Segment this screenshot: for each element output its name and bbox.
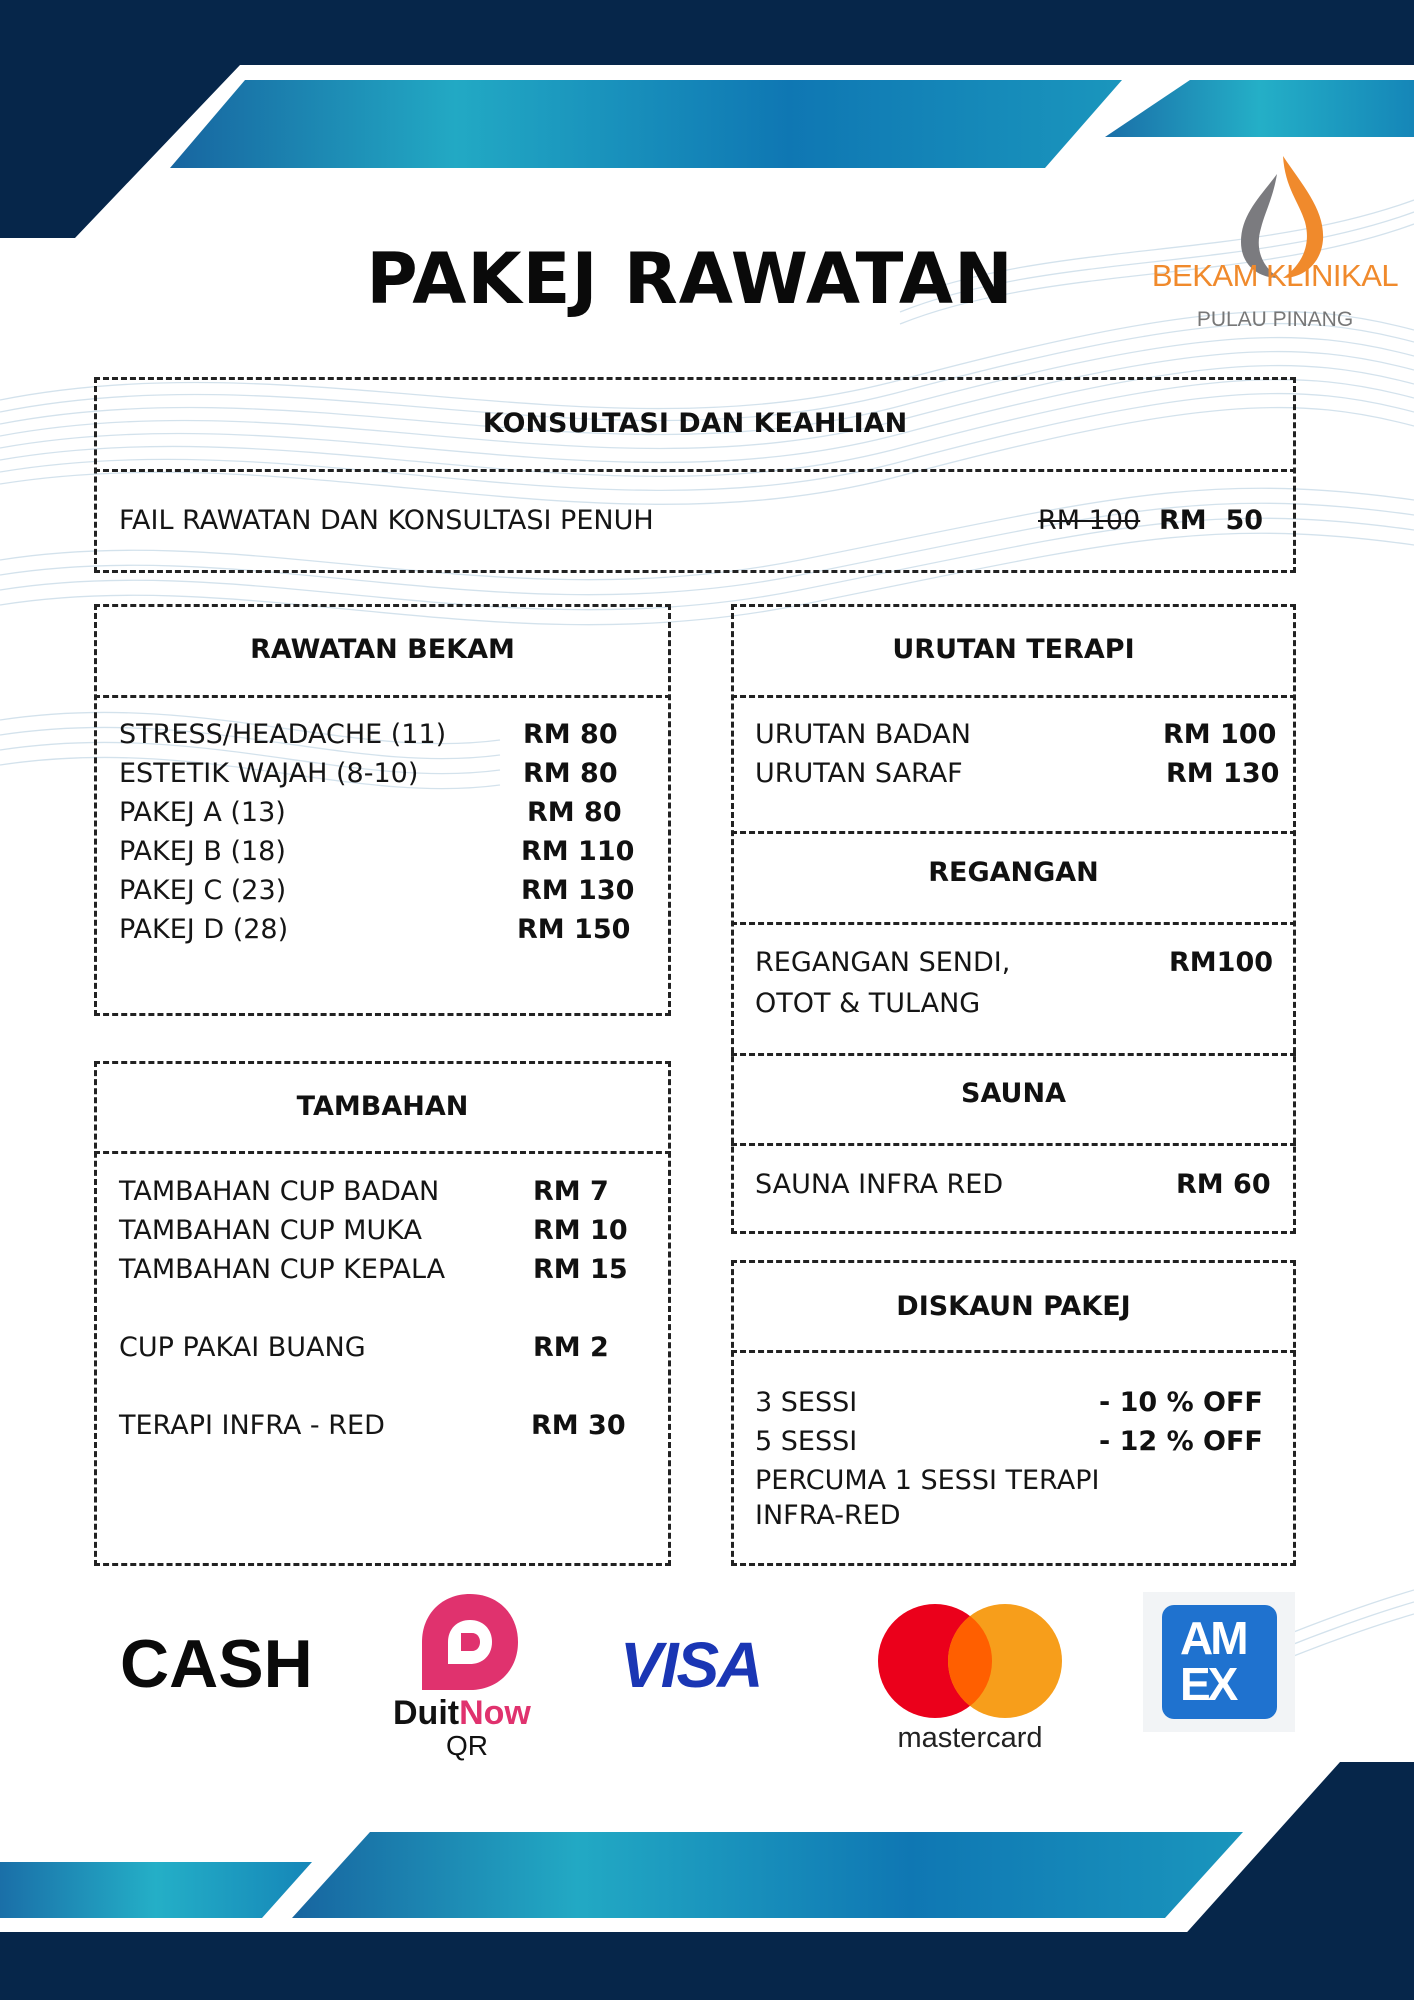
top-gradient-strip-right <box>1105 80 1414 137</box>
list-item-price: RM 15 <box>533 1254 628 1285</box>
tambahan-box <box>94 1061 671 1566</box>
duitnow-qr: QR <box>446 1730 488 1761</box>
mastercard-label: mastercard <box>897 1722 1043 1754</box>
regangan-top-divider <box>731 831 1296 834</box>
duitnow-label <box>393 1694 531 1733</box>
bottom-gradient-strip <box>292 1832 1243 1918</box>
list-item-label: PAKEJ A (13) <box>119 797 286 828</box>
amex-text-1: AM <box>1180 1612 1246 1664</box>
diskaun-title: DISKAUN PAKEJ <box>896 1291 1131 1322</box>
list-item-label: ESTETIK WAJAH (8-10) <box>119 758 419 789</box>
tambahan-title: TAMBAHAN <box>296 1091 469 1122</box>
urutan-title: URUTAN TERAPI <box>892 634 1135 665</box>
konsultasi-divider <box>94 469 1296 472</box>
list-item-label: TERAPI INFRA - RED <box>119 1410 385 1441</box>
list-item-price: RM 150 <box>517 914 631 945</box>
bottom-gradient-strip-left <box>0 1862 312 1918</box>
right-column-box <box>731 604 1296 1234</box>
regangan-title: REGANGAN <box>928 857 1099 888</box>
urutan-divider <box>731 695 1296 698</box>
regangan-item-line2: OTOT & TULANG <box>755 988 981 1019</box>
list-item-label: PAKEJ C (23) <box>119 875 287 906</box>
tambahan-divider <box>94 1151 671 1154</box>
amex-text-2: EX <box>1180 1658 1236 1710</box>
list-item-price: RM 130 <box>1166 758 1280 789</box>
list-item-label: PAKEJ B (18) <box>119 836 286 867</box>
list-item-price: RM 110 <box>521 836 635 867</box>
regangan-item-line1: REGANGAN SENDI, <box>755 947 1011 978</box>
list-item-label: 3 SESSI <box>755 1387 858 1418</box>
sauna-divider <box>731 1143 1296 1146</box>
list-item-label: STRESS/HEADACHE (11) <box>119 719 447 750</box>
amex-card <box>1143 1592 1295 1732</box>
list-item-price: RM 80 <box>523 719 618 750</box>
list-item-label: CUP PAKAI BUANG <box>119 1332 366 1363</box>
konsultasi-old-price: RM 100 <box>1038 505 1141 536</box>
list-item-price: RM 10 <box>533 1215 628 1246</box>
list-item-price: RM 2 <box>533 1332 609 1363</box>
visa-logo: VISA <box>620 1629 762 1701</box>
konsultasi-price: RM 50 <box>1159 505 1264 536</box>
sauna-price: RM 60 <box>1176 1169 1271 1200</box>
list-item-price: RM 80 <box>527 797 622 828</box>
sauna-title: SAUNA <box>961 1078 1066 1109</box>
list-item-price: RM 30 <box>531 1410 626 1441</box>
list-item-label: TAMBAHAN CUP BADAN <box>119 1176 440 1207</box>
list-item-label: URUTAN SARAF <box>755 758 963 789</box>
regangan-divider <box>731 922 1296 925</box>
regangan-price: RM100 <box>1169 947 1274 978</box>
konsultasi-box <box>94 377 1296 573</box>
bottom-navy-band <box>0 1932 1414 2000</box>
list-item-label: URUTAN BADAN <box>755 719 971 750</box>
mastercard-icon <box>876 1602 1064 1720</box>
top-gradient-strip <box>170 80 1122 168</box>
amex-icon <box>1162 1605 1277 1719</box>
diskaun-divider <box>731 1350 1296 1353</box>
duitnow-duit: Duit <box>393 1694 460 1732</box>
list-item-label: PAKEJ D (28) <box>119 914 289 945</box>
sauna-top-divider <box>731 1053 1296 1056</box>
page-title: PAKEJ RAWATAN <box>366 238 1014 320</box>
list-item-price: - 12 % OFF <box>1099 1426 1263 1457</box>
sauna-item-label: SAUNA INFRA RED <box>755 1169 1004 1200</box>
rawatan-bekam-divider <box>94 695 671 698</box>
cash-label: CASH <box>120 1626 313 1702</box>
logo-name: BEKAM KLINIKAL <box>1151 258 1399 293</box>
list-item-price: - 10 % OFF <box>1099 1387 1263 1418</box>
logo-subtitle: PULAU PINANG <box>1196 308 1354 331</box>
konsultasi-title: KONSULTASI DAN KEAHLIAN <box>482 408 908 439</box>
list-item-label: TAMBAHAN CUP KEPALA <box>119 1254 446 1285</box>
konsultasi-item-label: FAIL RAWATAN DAN KONSULTASI PENUH <box>119 505 654 536</box>
list-item-price: RM 80 <box>523 758 618 789</box>
diskaun-note-line2: INFRA-RED <box>755 1500 901 1531</box>
duitnow-icon <box>420 1592 520 1692</box>
list-item-label: TAMBAHAN CUP MUKA <box>119 1215 422 1246</box>
duitnow-now: Now <box>459 1694 531 1732</box>
list-item-price: RM 130 <box>521 875 635 906</box>
list-item-price: RM 100 <box>1163 719 1277 750</box>
list-item-label: 5 SESSI <box>755 1426 858 1457</box>
list-item-price: RM 7 <box>533 1176 609 1207</box>
diskaun-note-line1: PERCUMA 1 SESSI TERAPI <box>755 1465 1100 1496</box>
rawatan-bekam-title: RAWATAN BEKAM <box>250 634 515 665</box>
